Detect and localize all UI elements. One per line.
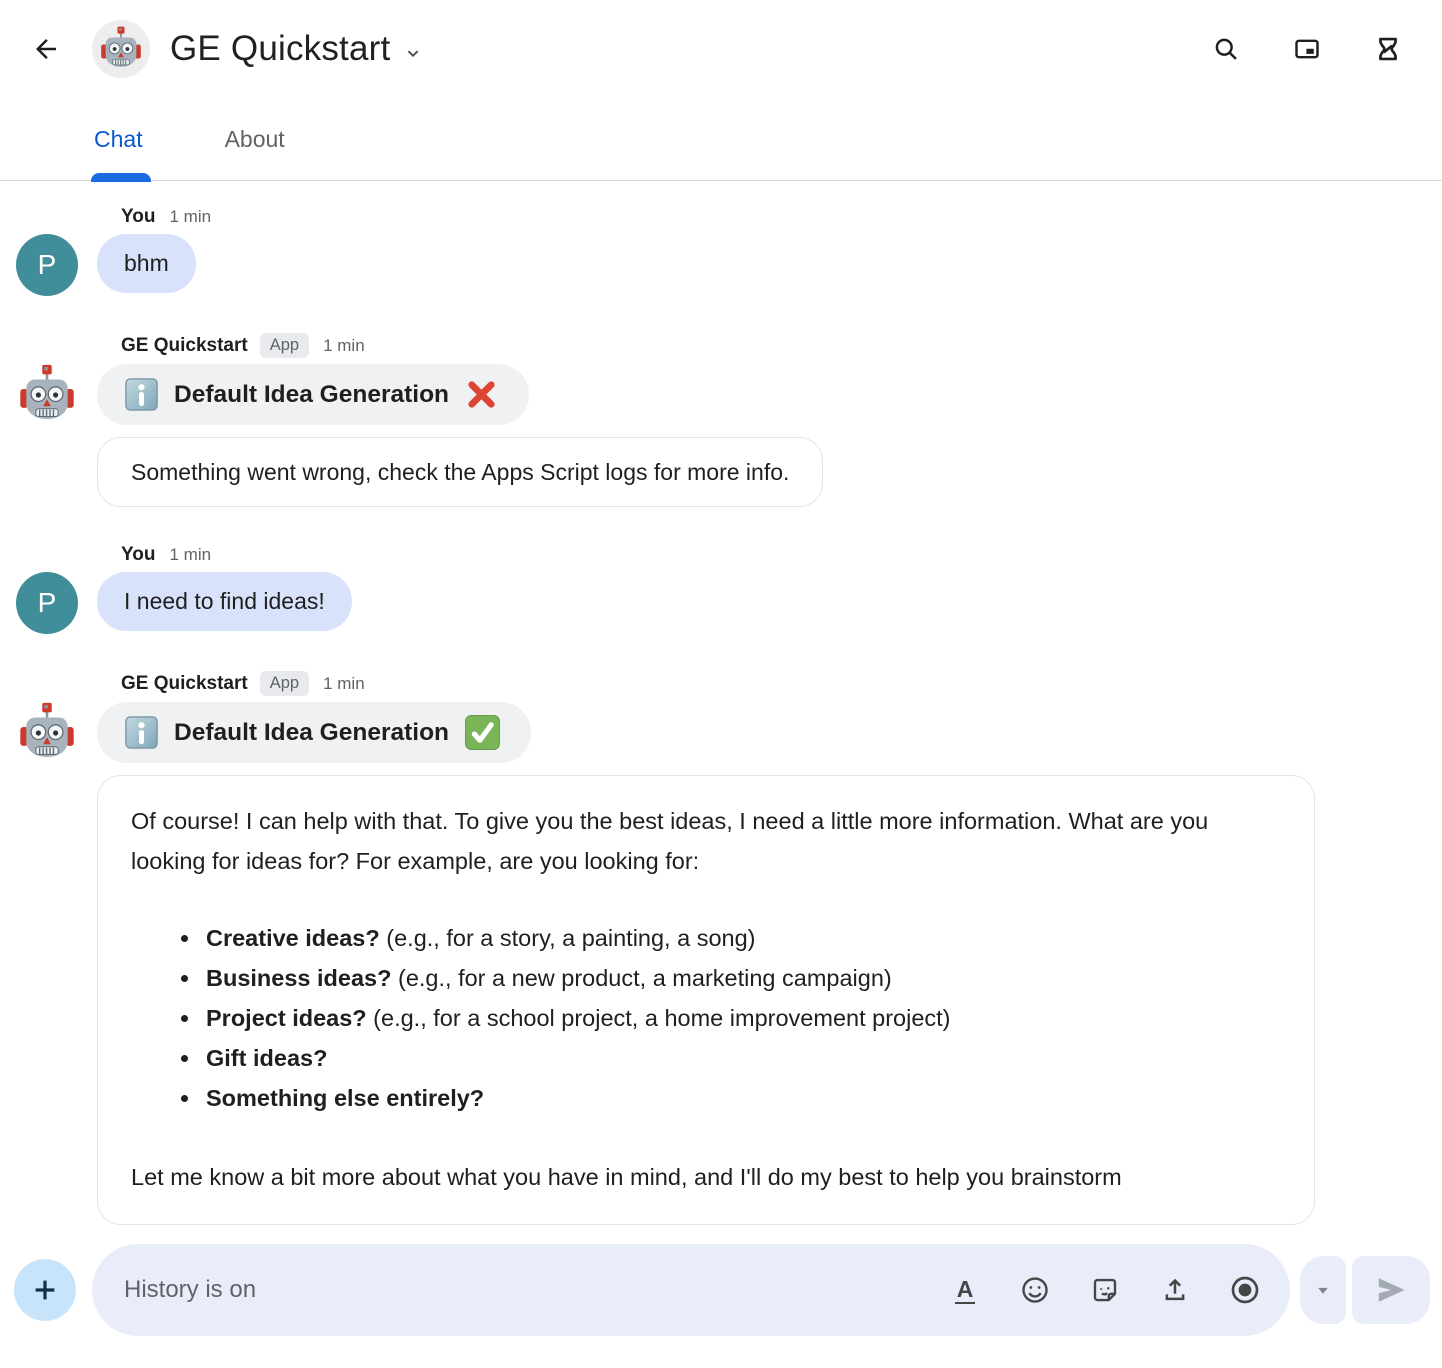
picture-in-picture-icon bbox=[1293, 35, 1321, 63]
timestamp: 1 min bbox=[323, 335, 365, 355]
emoji-icon bbox=[1020, 1275, 1050, 1305]
list-item: • Creative ideas? (e.g., for a story, a painting, a song) bbox=[202, 918, 1281, 958]
message-intro: Of course! I can help with that. To give you the best ideas, I need a little more information. What are you looking for ideas for? For example, are you looking for: bbox=[131, 808, 1209, 874]
chevron-down-icon[interactable] bbox=[402, 42, 424, 64]
send-options-button[interactable] bbox=[1300, 1256, 1346, 1324]
message-list bbox=[0, 181, 1442, 1244]
timestamp: 1 min bbox=[323, 673, 365, 693]
chip-title: Default Idea Generation bbox=[174, 380, 450, 408]
back-button[interactable] bbox=[22, 25, 70, 73]
tab-chat[interactable]: Chat bbox=[94, 98, 143, 180]
workflow-status-chip[interactable] bbox=[97, 364, 529, 425]
idea-options-list bbox=[131, 918, 1281, 1118]
search-icon bbox=[1212, 35, 1240, 63]
conversation-header bbox=[0, 0, 1442, 98]
list-item: • Project ideas? (e.g., for a school project, a home improvement project) bbox=[202, 998, 1281, 1038]
cross-mark-icon bbox=[464, 377, 499, 412]
history-hourglass-icon bbox=[1374, 35, 1402, 63]
app-badge: App bbox=[260, 671, 309, 696]
message-meta bbox=[121, 206, 1442, 228]
avatar-initial: P bbox=[16, 572, 78, 634]
robot-icon bbox=[98, 26, 144, 72]
workflow-status-chip[interactable] bbox=[97, 702, 531, 763]
sender-name: GE Quickstart bbox=[121, 334, 248, 356]
avatar-initial: P bbox=[16, 234, 78, 296]
message-meta bbox=[121, 333, 1442, 358]
bot-avatar bbox=[92, 20, 150, 78]
message-meta bbox=[121, 544, 1442, 566]
tab-bar bbox=[0, 98, 1442, 181]
sender-name: GE Quickstart bbox=[121, 672, 248, 694]
timestamp: 1 min bbox=[169, 207, 212, 226]
message-meta bbox=[121, 671, 1442, 696]
sticker-icon bbox=[1090, 1275, 1120, 1305]
check-mark-icon bbox=[464, 714, 501, 751]
message-input[interactable] bbox=[124, 1276, 930, 1304]
timestamp: 1 min bbox=[169, 545, 212, 564]
history-toggle-button[interactable] bbox=[1364, 25, 1412, 73]
send-button[interactable] bbox=[1352, 1256, 1430, 1324]
chip-title: Default Idea Generation bbox=[174, 718, 450, 746]
upload-button[interactable] bbox=[1160, 1275, 1190, 1305]
message-bubble[interactable]: bhm bbox=[97, 234, 196, 293]
user-avatar bbox=[16, 234, 78, 296]
plus-icon bbox=[30, 1275, 60, 1305]
info-icon bbox=[124, 377, 159, 412]
list-item: • Business ideas? (e.g., for a new product, a marketing campaign) bbox=[202, 958, 1281, 998]
sticker-button[interactable] bbox=[1090, 1275, 1120, 1305]
upload-icon bbox=[1160, 1275, 1190, 1305]
sender-name: You bbox=[121, 544, 156, 565]
open-in-popup-button[interactable] bbox=[1283, 25, 1331, 73]
record-button[interactable] bbox=[1230, 1275, 1260, 1305]
message-group-user bbox=[0, 544, 1442, 634]
message-group-bot bbox=[0, 671, 1442, 1225]
page-title: GE Quickstart bbox=[170, 29, 391, 68]
send-icon bbox=[1374, 1273, 1408, 1307]
emoji-button[interactable] bbox=[1020, 1275, 1050, 1305]
bot-avatar bbox=[16, 702, 78, 764]
back-arrow-icon bbox=[31, 34, 61, 64]
tab-about[interactable]: About bbox=[225, 98, 285, 180]
record-icon bbox=[1229, 1274, 1261, 1306]
search-button[interactable] bbox=[1202, 25, 1250, 73]
list-item: • Gift ideas? bbox=[202, 1038, 1281, 1078]
sender-name: You bbox=[121, 206, 156, 227]
list-item: • Something else entirely? bbox=[202, 1078, 1281, 1118]
message-group-user bbox=[0, 206, 1442, 296]
add-attachment-button[interactable] bbox=[14, 1259, 76, 1321]
message-bubble[interactable]: I need to find ideas! bbox=[97, 572, 352, 631]
format-text-icon: A bbox=[956, 1275, 974, 1302]
user-avatar bbox=[16, 572, 78, 634]
message-group-bot bbox=[0, 333, 1442, 507]
info-icon bbox=[124, 715, 159, 750]
chevron-down-icon bbox=[1310, 1277, 1336, 1303]
format-text-button[interactable] bbox=[950, 1275, 980, 1305]
message-input-container bbox=[92, 1244, 1290, 1336]
message-outro: Let me know a bit more about what you have in mind, and I'll do my best to help you brainstorm bbox=[131, 1164, 1122, 1190]
bot-avatar bbox=[16, 364, 78, 426]
app-badge: App bbox=[260, 333, 309, 358]
message-bubble[interactable] bbox=[97, 775, 1315, 1225]
message-composer bbox=[0, 1244, 1442, 1368]
message-bubble[interactable]: Something went wrong, check the Apps Script logs for more info. bbox=[97, 437, 823, 507]
